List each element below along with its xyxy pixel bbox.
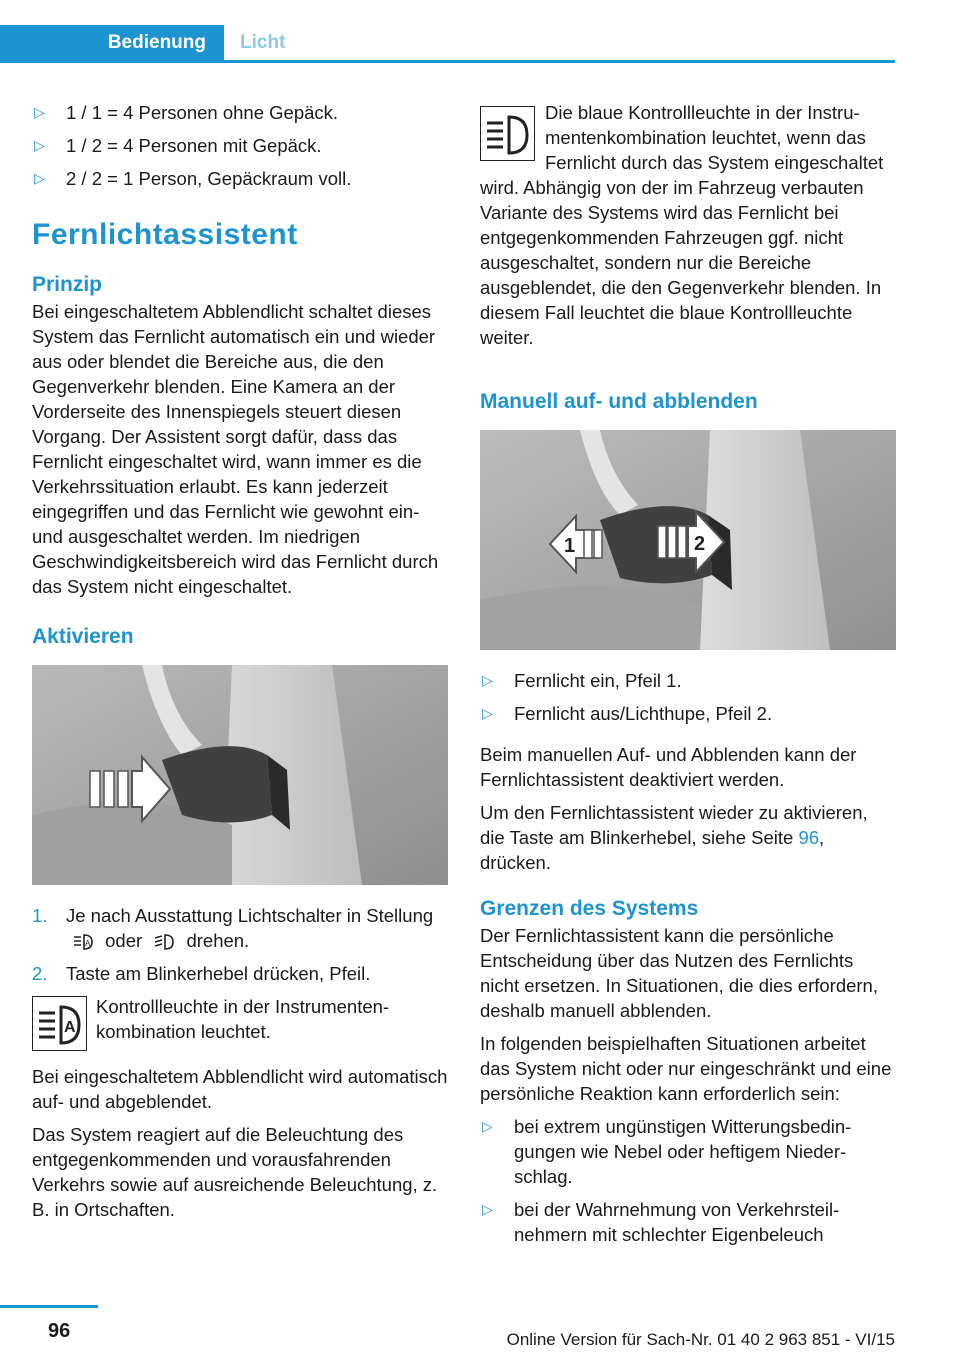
section-heading-manuell: Manuell auf- und abblenden xyxy=(480,390,758,413)
page-number: 96 xyxy=(48,1320,71,1342)
low-beam-icon xyxy=(153,932,175,952)
step-2: 2. Taste am Blinkerhebel drücken, Pfeil. xyxy=(32,963,371,984)
left-column xyxy=(32,100,448,1230)
section-heading-aktivieren: Aktivieren xyxy=(32,625,134,648)
arrow-label-2: 2 xyxy=(694,533,706,555)
page-link-96[interactable]: 96 xyxy=(798,827,820,848)
step-1: 1. Je nach Ausstattung Lichtschalter in Stellung A oder drehen. xyxy=(32,905,434,951)
stalk-photo-manual xyxy=(480,430,896,650)
svg-text:A: A xyxy=(85,939,91,949)
tab-licht[interactable]: Licht xyxy=(240,32,286,53)
reactivate-paragraph: Um den Fernlichtassistent wieder zu aktivieren, die Taste am Blinkerhebel, siehe Seite 96, drücken. xyxy=(480,802,868,873)
list-item: ▷ Fernlicht ein, Pfeil 1. xyxy=(482,670,682,691)
list-item: ▷ bei extrem ungünstigen Witterungsbedingungen wie Nebel oder heftigem Niederschlag. xyxy=(482,1116,852,1187)
footer-rule xyxy=(0,1305,98,1308)
blue-indicator-note: Die blaue Kontrollleuchte in der Instrumentenkombination leuchtet, wenn das Fernlicht durch das System eingeschaltet wird. Abhängig von der im Fahrzeug verbauten Variante des Systems wird das Fernlicht bei entgegenkommenden Fahrzeugen ggf. nicht ausgeschaltet, sondern nur die Bereiche ausgeblendet, die den Gegenverkehr blenden. In diesem Fall leuchtet die blaue Kontrollleuchte weiter. xyxy=(480,102,884,348)
triangle-bullet-icon: ▷ xyxy=(482,672,493,688)
triangle-bullet-icon: ▷ xyxy=(482,1118,493,1134)
triangle-bullet-icon: ▷ xyxy=(34,170,45,186)
triangle-bullet-icon: ▷ xyxy=(482,705,493,721)
auto-dim-paragraph: Bei eingeschaltetem Abblendlicht wird automatisch auf- und abgeblendet. xyxy=(32,1066,448,1112)
list-item: ▷ Fernlicht aus/Lichthupe, Pfeil 2. xyxy=(482,703,773,724)
indicator-note: A Kontrollleuchte in der Instrumentenkombination leuchtet. xyxy=(32,994,448,1050)
online-version-note: Online Version für Sach-Nr. 01 40 2 963 851 - VI/15 xyxy=(506,1330,895,1349)
reaction-paragraph: Das System reagiert auf die Beleuchtung des entgegenkommenden und vorausfahrenden Verkehrs sowie auf ausreichende Beleuchtung, z. B. in Ortschaften. xyxy=(32,1124,438,1220)
right-column xyxy=(480,100,896,1255)
section-heading-prinzip: Prinzip xyxy=(32,273,103,296)
list-item: ▷ 1 / 2 = 4 Personen mit Gepäck. xyxy=(34,135,322,156)
manual-deactivate-paragraph: Beim manuellen Auf- und Abblenden kann der Fernlichtassistent deaktiviert werden. xyxy=(480,744,857,790)
header-tabbar xyxy=(0,25,895,63)
principle-paragraph: Bei eingeschaltetem Abblendlicht schaltet dieses System das Fernlicht automatisch ein und wieder aus oder blendet die Bereiche aus, die den Gegenverkehr blenden. Eine Kamera an der Vorderseite des Innenspiegels steuert diesen Vorgang. Der Assistent sorgt dafür, dass das Fernlicht eingeschaltet wird, wann immer es die Verkehrssituation erlaubt. Es kann jederzeit eingegriffen und das Fernlicht wie gewohnt ein- und ausgeschaltet werden. Im niedrigen Geschwindigkeitsbereich wird das Fernlicht durch das System nicht eingeschaltet. xyxy=(32,301,439,597)
list-item: ▷ 2 / 2 = 1 Person, Gepäckraum voll. xyxy=(34,168,352,189)
stalk-photo-activate xyxy=(32,665,448,885)
high-beam-indicator-icon xyxy=(480,106,535,161)
list-item: ▷ 1 / 1 = 4 Personen ohne Gepäck. xyxy=(34,102,339,123)
auto-light-icon xyxy=(72,932,94,952)
triangle-bullet-icon: ▷ xyxy=(482,1201,493,1217)
high-beam-assist-icon xyxy=(32,996,87,1051)
triangle-bullet-icon: ▷ xyxy=(34,104,45,120)
limits-paragraph-2: In folgenden beispielhaften Situationen arbeitet das System nicht oder nur eingeschränkt und eine persönliche Reaktion kann erforderlich sein: xyxy=(480,1033,892,1104)
page-title: Fernlichtassistent xyxy=(32,218,298,251)
svg-text:A: A xyxy=(64,1019,76,1036)
section-heading-grenzen: Grenzen des Systems xyxy=(480,897,699,920)
arrow-label-1: 1 xyxy=(564,535,576,557)
triangle-bullet-icon: ▷ xyxy=(34,137,45,153)
list-item: ▷ bei der Wahrnehmung von Verkehrsteilnehmern mit schlechter Eigenbeleuch xyxy=(482,1199,840,1245)
limits-paragraph-1: Der Fernlichtassistent kann die persönliche Entscheidung über das Nutzen des Fernlichts nicht ersetzen. In Situationen, die dies erfordern, deshalb manuell abblenden. xyxy=(480,925,878,1021)
tab-bedienung[interactable]: Bedienung xyxy=(0,25,224,60)
